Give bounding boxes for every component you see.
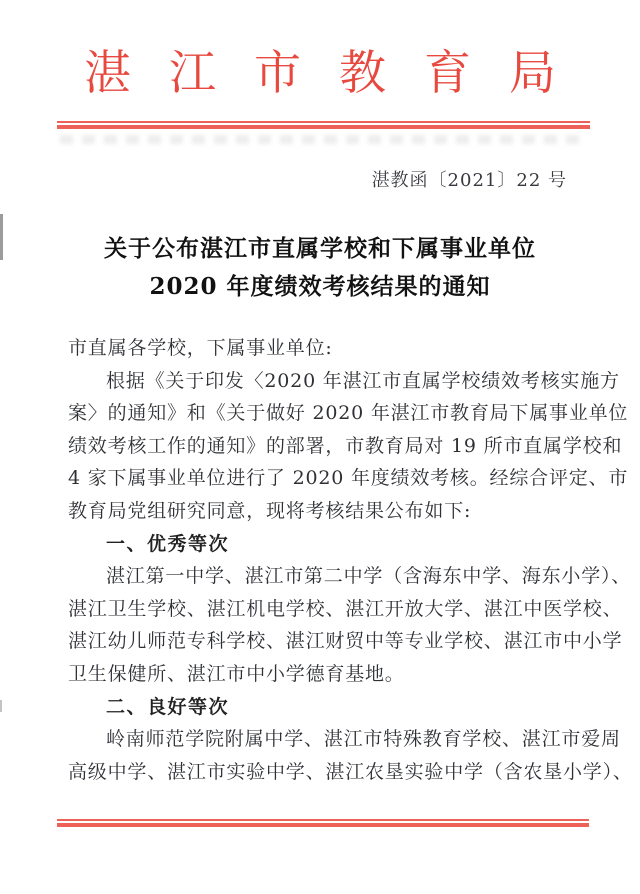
scan-edge-speck	[0, 700, 2, 712]
section-heading-good: 二、良好等次	[106, 695, 230, 718]
body-line-salutation: 市直属各学校，下属事业单位:	[68, 337, 333, 359]
document-title-line1: 关于公布湛江市直属学校和下属事业单位	[104, 235, 536, 262]
document-title-line2: 2020 年度绩效考核结果的通知	[149, 273, 491, 300]
body-line: 绩效考核工作的通知》的部署，市教育局对 19 所市直属学校和	[68, 434, 623, 457]
body-line: 卫生保健所、湛江市中小学德育基地。	[68, 662, 405, 685]
section-heading-excellent: 一、优秀等次	[106, 532, 230, 555]
scan-bleed-through	[60, 135, 584, 144]
body-line: 案〉的通知》和《关于做好 2020 年湛江市教育局下属事业单位	[68, 402, 629, 425]
body-line: 根据《关于印发〈2020 年湛江市直属学校绩效考核实施方	[106, 369, 620, 392]
footer-red-rule	[57, 819, 589, 827]
body-line: 湛江第一中学、湛江市第二中学（含海东中学、海东小学）、	[106, 565, 632, 588]
document-number: 湛教函〔2021〕22 号	[371, 170, 567, 191]
body-line: 湛江卫生学校、湛江机电学校、湛江开放大学、湛江中医学校、	[68, 597, 623, 620]
agency-name: 湛江市教育局	[84, 46, 594, 101]
body-line: 岭南师范学院附属中学、湛江市特殊教育学校、湛江市爱周	[106, 728, 621, 751]
document-body	[68, 332, 633, 788]
body-line: 教育局党组研究同意，现将考核结果公布如下:	[68, 499, 472, 522]
document-title	[0, 230, 640, 306]
body-line: 湛江幼儿师范专科学校、湛江财贸中等专业学校、湛江市中小学	[68, 630, 623, 653]
agency-letterhead	[0, 44, 640, 104]
body-line: 高级中学、湛江市实验中学、湛江农垦实验中学（含农垦小学）、	[68, 760, 633, 783]
letterhead-red-rule	[57, 121, 590, 129]
body-line: 4 家下属事业单位进行了 2020 年度绩效考核。经综合评定、市	[68, 467, 629, 490]
